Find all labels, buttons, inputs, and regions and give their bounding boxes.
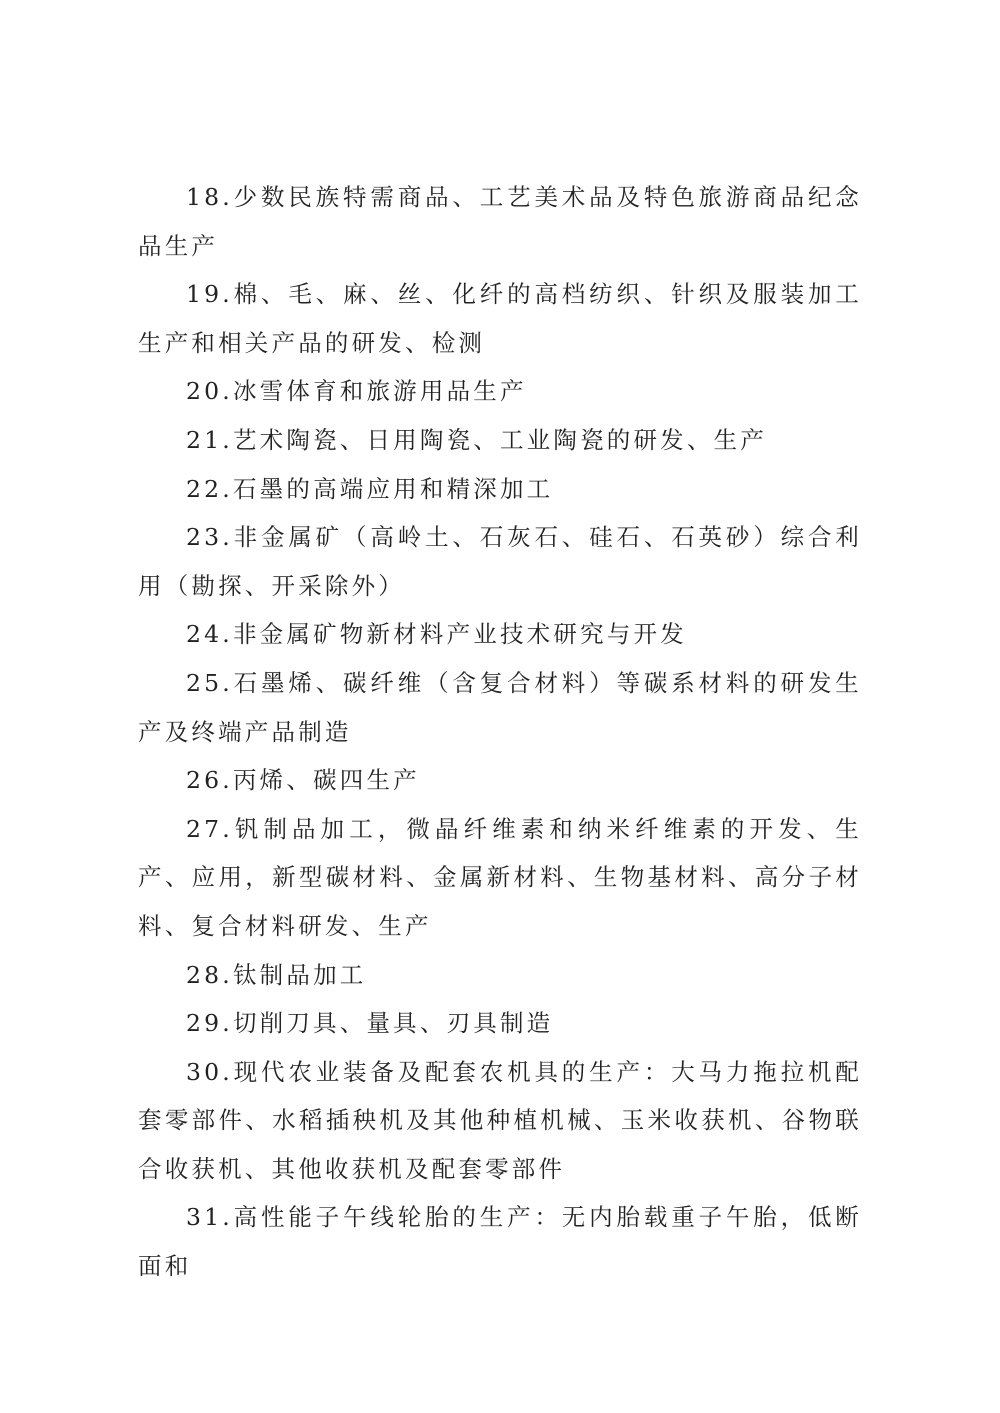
list-item-23: 23.非金属矿（高岭土、石灰石、硅石、石英砂）综合利用（勘探、开采除外） <box>138 523 862 600</box>
list-item-31: 31.高性能子午线轮胎的生产：无内胎载重子午胎，低断面和 <box>138 1203 862 1281</box>
list-item-30: 30.现代农业装备及配套农机具的生产：大马力拖拉机配套零部件、水稻插秧机及其他种植机械、玉米收获机、谷物联合收获机、其他收获机及配套零部件 <box>138 1057 862 1183</box>
list-item-18: 18.少数民族特需商品、工艺美术品及特色旅游商品纪念品生产 <box>138 183 862 260</box>
list-item-27: 27.钒制品加工，微晶纤维素和纳米纤维素的开发、生产、应用，新型碳材料、金属新材料、生物基材料、高分子材料、复合材料研发、生产 <box>138 814 862 940</box>
list-item-21: 21.艺术陶瓷、日用陶瓷、工业陶瓷的研发、生产 <box>186 425 767 454</box>
list-item-28: 28.钛制品加工 <box>186 960 367 989</box>
list-item-25: 25.石墨烯、碳纤维（含复合材料）等碳系材料的研发生产及终端产品制造 <box>138 668 862 746</box>
list-item-22: 22.石墨的高端应用和精深加工 <box>186 474 554 503</box>
document-body <box>138 173 862 1291</box>
list-item-24: 24.非金属矿物新材料产业技术研究与开发 <box>186 620 687 649</box>
list-item-26: 26.丙烯、碳四生产 <box>186 766 420 795</box>
list-item-19: 19.棉、毛、麻、丝、化纤的高档纺织、针织及服装加工生产和相关产品的研发、检测 <box>138 280 862 357</box>
list-item-29: 29.切削刀具、量具、刃具制造 <box>186 1009 554 1038</box>
list-item-20: 20.冰雪体育和旅游用品生产 <box>186 377 527 406</box>
